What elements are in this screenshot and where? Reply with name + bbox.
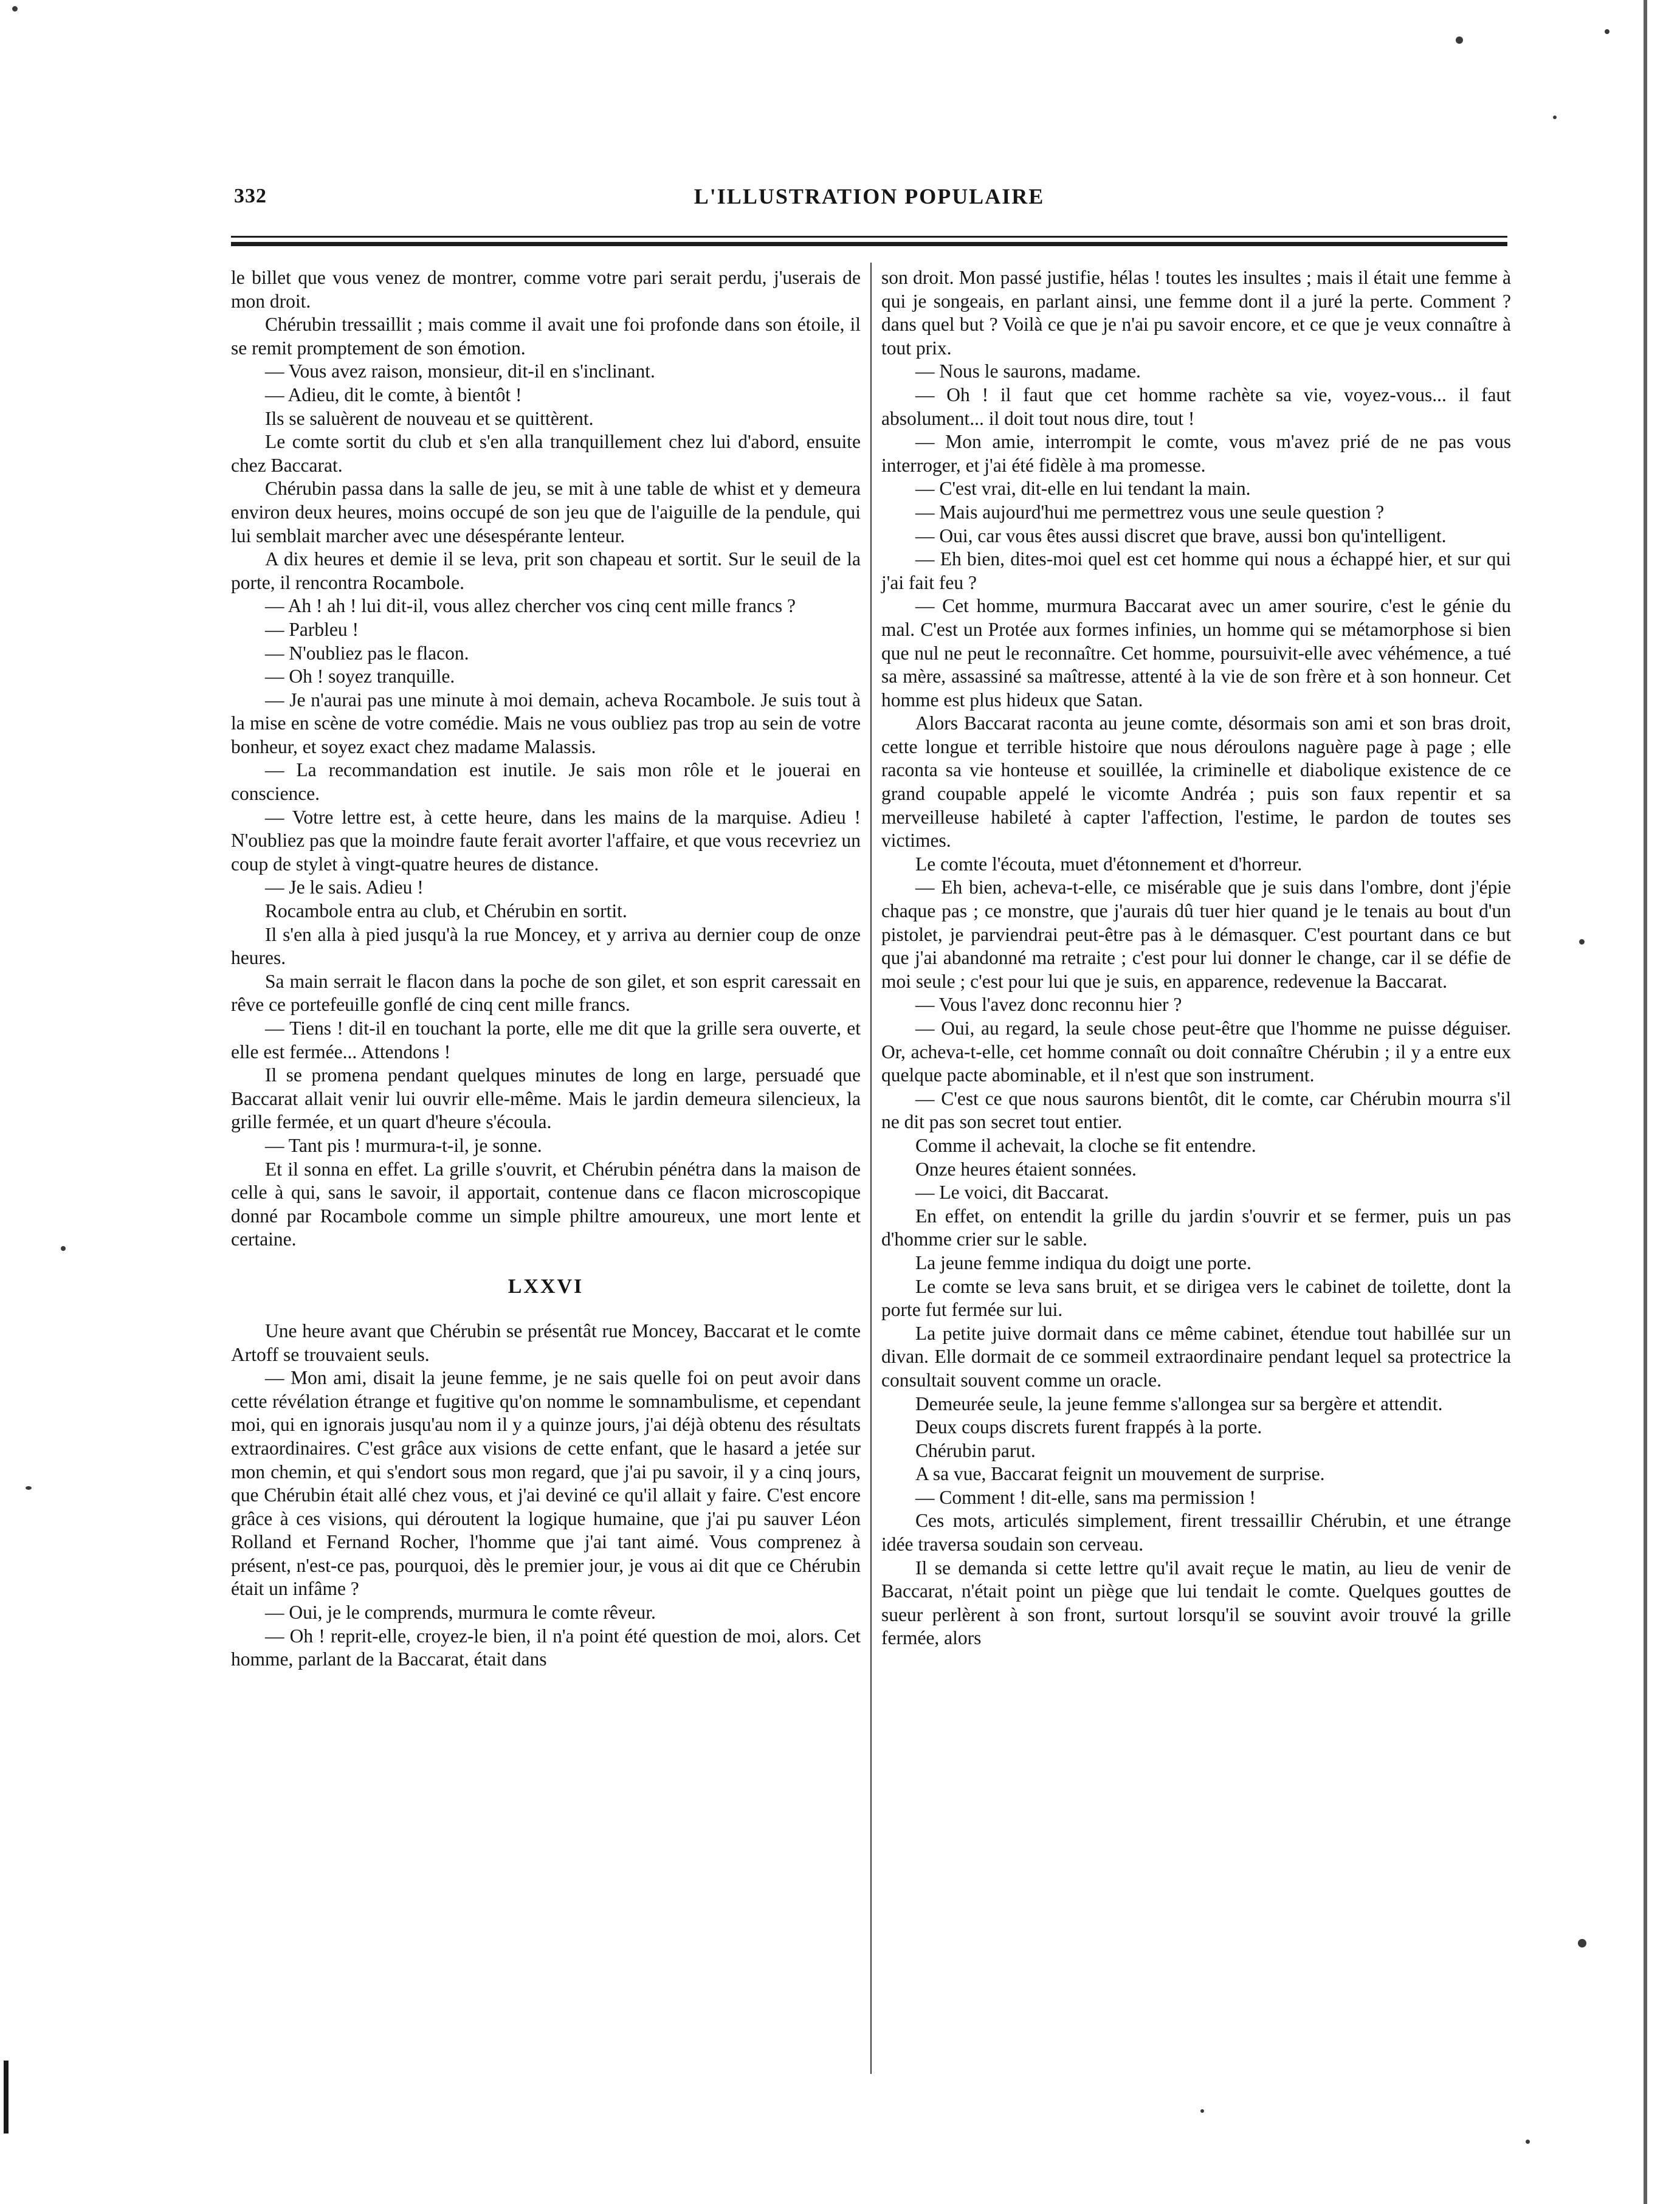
right-column	[881, 266, 1511, 1650]
paragraph: A sa vue, Baccarat feignit un mouvement de surprise.	[915, 1463, 1325, 1485]
paragraph: le billet que vous venez de montrer, comme votre pari serait perdu, j'userais de mon droit.	[231, 267, 861, 312]
paragraph: — Vous l'avez donc reconnu hier ?	[915, 994, 1182, 1016]
paragraph: — Tiens ! dit-il en touchant la porte, elle me dit que la grille sera ouverte, et elle est fermée... Attendons !	[231, 1018, 861, 1062]
paragraph: — Tant pis ! murmura-t-il, je sonne.	[265, 1134, 542, 1156]
paragraph: — Parbleu !	[265, 618, 359, 640]
paragraph: — Mais aujourd'hui me permettrez vous une seule question ?	[915, 501, 1385, 523]
paragraph: Rocambole entra au club, et Chérubin en sortit.	[265, 900, 627, 922]
paragraph: A dix heures et demie il se leva, prit son chapeau et sortit. Sur le seuil de la porte, il rencontra Rocambole.	[231, 548, 861, 593]
paragraph: — Oh ! il faut que cet homme rachète sa vie, voyez-vous... il faut absolument... il doit tout nous dire, tout !	[881, 384, 1511, 429]
paragraph: — Je n'aurai pas une minute à moi demain, acheva Rocambole. Je suis tout à la mise en scène de votre comédie. Mais ne vous oubliez pas trop au sein de votre bonheur, et soyez exact chez madame Malassis.	[231, 689, 861, 757]
paragraph: Il s'en alla à pied jusqu'à la rue Moncey, et y arriva au dernier coup de onze heures.	[231, 923, 861, 969]
paragraph: La jeune femme indiqua du doigt une porte.	[915, 1252, 1251, 1273]
scan-speck	[12, 6, 18, 12]
paragraph: — Nous le saurons, madame.	[915, 360, 1141, 382]
paragraph: Ces mots, articulés simplement, firent tressaillir Chérubin, et une étrange idée traversa soudain son cerveau.	[881, 1510, 1511, 1555]
paragraph: — Votre lettre est, à cette heure, dans les mains de la marquise. Adieu ! N'oubliez pas que la moindre faute ferait avorter l'affaire, et que vous recevriez un coup de stylet à vingt-quatre heures de distance.	[231, 806, 861, 875]
paragraph: Il se promena pendant quelques minutes de long en large, persuadé que Baccarat allait venir lui ouvrir elle-même. Mais le jardin demeura silencieux, la grille fermée, et un quart d'heure s'écoula.	[231, 1064, 861, 1133]
paragraph: Le comte sortit du club et s'en alla tranquillement chez lui d'abord, ensuite chez Baccarat.	[231, 431, 861, 476]
paragraph: Et il sonna en effet. La grille s'ouvrit, et Chérubin pénétra dans la maison de celle à qui, sans le savoir, il apportait, contenue dans ce flacon microscopique donné par Rocambole comme un simple philtre amoureux, une mort lente et certaine.	[231, 1158, 861, 1250]
paragraph: son droit. Mon passé justifie, hélas ! toutes les insultes ; mais il était une femme à qui je songeais, en parlant ainsi, une femme dont il a juré la perte. Comment ? dans quel but ? Voilà ce que je n'ai pu savoir encore, et ce que je veux connaître à tout prix.	[881, 267, 1511, 359]
paragraph: — Cet homme, murmura Baccarat avec un amer sourire, c'est le génie du mal. C'est un Protée aux formes infinies, un homme qui se métamorphose si bien que nul ne peut le reconnaître. Cet homme, poursuivit-elle avec véhémence, a tué sa mère, assassiné sa maîtresse, attenté à la vie de son frère et à son honneur. Cet homme est plus hideux que Satan.	[881, 595, 1511, 711]
paragraph: Chérubin parut.	[915, 1439, 1036, 1461]
paragraph: Sa main serrait le flacon dans la poche de son gilet, et son esprit caressait en rêve ce portefeuille gonflé de cinq cent mille francs.	[231, 970, 861, 1016]
paragraph: Comme il achevait, la cloche se fit entendre.	[915, 1134, 1256, 1156]
paragraph: Le comte se leva sans bruit, et se dirigea vers le cabinet de toilette, dont la porte fut fermée sur lui.	[881, 1275, 1511, 1321]
scan-speck	[26, 1486, 32, 1490]
header-rule-thick	[231, 242, 1507, 246]
column-divider	[870, 263, 872, 2074]
paragraph: — Eh bien, acheva-t-elle, ce misérable que je suis dans l'ombre, dont j'épie chaque pas ; ce monstre, que j'aurais dû tuer hier quand je le tenais au bout d'un pistolet, je parviendrai peut-être pas à le démasquer. C'est pourtant dans ce but que j'ai abandonné ma retraite ; c'est pour lui donner le change, car il se défie de moi seule ; c'est pour lui que je suis, en apparence, redevenue la Baccarat.	[881, 876, 1511, 992]
left-column	[231, 266, 861, 1672]
margin-ink-mark	[4, 2061, 9, 2133]
paragraph: Demeurée seule, la jeune femme s'allongea sur sa bergère et attendit.	[915, 1393, 1443, 1414]
page-header	[234, 180, 1504, 216]
paragraph: — Mon amie, interrompit le comte, vous m'avez prié de ne pas vous interroger, et j'ai été fidèle à ma promesse.	[881, 431, 1511, 476]
paragraph: Chérubin passa dans la salle de jeu, se mit à une table de whist et y demeura environ deux heures, moins occupé de son jeu que de l'aiguille de la pendule, qui lui semblait marcher avec une désespérante lenteur.	[231, 478, 861, 546]
paragraph: Il se demanda si cette lettre qu'il avait reçue le matin, au lieu de venir de Baccarat, n'était point un piège que lui tendait le comte. Quelques gouttes de sueur perlèrent à son front, surtout lorsqu'il se souvint avoir trouvé la grille fermée, alors	[881, 1557, 1511, 1649]
scan-speck	[1456, 36, 1463, 44]
header-rule-thin	[231, 236, 1507, 238]
paragraph: — Mon ami, disait la jeune femme, je ne sais quelle foi on peut avoir dans cette révélation étrange et fugitive qu'on nomme le somnambulisme, et cependant moi, qui en ignorais jusqu'au nom il y a quinze jours, j'ai déjà obtenu des résultats extraordinaires. C'est grâce aux visions de cette enfant, que le hasard a jetée sur mon chemin, et qui s'endort sous mon regard, que j'ai pu savoir, il y a cinq jours, que Chérubin était allé chez vous, et j'ai deviné ce qu'il allait y faire. C'est encore grâce à ces visions, qui déroutent la logique humaine, que j'ai pu sauver Léon Rolland et Fernand Rocher, l'homme que j'ai tant aimé. Vous comprenez à présent, n'est-ce pas, pourquoi, dès le premier jour, je vous ai dit que ce Chérubin était un infâme ?	[231, 1367, 861, 1600]
scan-speck	[1553, 115, 1557, 119]
paragraph: — C'est vrai, dit-elle en lui tendant la main.	[915, 478, 1251, 500]
scan-speck	[1200, 2109, 1204, 2113]
paragraph: — Oui, au regard, la seule chose peut-être que l'homme ne puisse déguiser. Or, acheva-t-elle, cet homme connaît ou doit connaître Chérubin ; il y a entre eux quelque pacte abominable, et il n'est que son instrument.	[881, 1018, 1511, 1086]
paragraph: — Ah ! ah ! lui dit-il, vous allez chercher vos cinq cent mille francs ?	[265, 595, 796, 617]
paragraph: — Adieu, dit le comte, à bientôt !	[265, 384, 522, 405]
paragraph: — Vous avez raison, monsieur, dit-il en s'inclinant.	[265, 360, 655, 382]
paragraph: — Je le sais. Adieu !	[265, 876, 424, 898]
scan-speck	[61, 1246, 66, 1251]
paragraph: Alors Baccarat raconta au jeune comte, désormais son ami et son bras droit, cette longue et terrible histoire que nous déroulons naguère page à page ; elle raconta sa vie honteuse et souillée, la criminelle et diabolique existence de ce grand coupable appelé le vicomte Andréa ; puis son faux repentir et sa merveilleuse habileté à capter l'affection, l'estime, le pardon de toutes ses victimes.	[881, 712, 1511, 852]
left-paragraphs-before	[231, 266, 861, 1252]
paragraph: — Oh ! reprit-elle, croyez-le bien, il n'a point été question de moi, alors. Cet homme, parlant de la Baccarat, était dans	[231, 1625, 861, 1670]
scan-speck	[1526, 2140, 1530, 2144]
paragraph: — Eh bien, dites-moi quel est cet homme qui nous a échappé hier, et sur qui j'ai fait feu ?	[881, 548, 1511, 593]
paragraph: — Oh ! soyez tranquille.	[265, 666, 455, 687]
paragraph: — Oui, car vous êtes aussi discret que brave, aussi bon qu'intelligent.	[915, 525, 1447, 546]
paragraph: En effet, on entendit la grille du jardin s'ouvrir et se fermer, puis un pas d'homme crier sur le sable.	[881, 1205, 1511, 1250]
paragraph: Ils se saluèrent de nouveau et se quittèrent.	[265, 407, 594, 429]
paragraph: — Oui, je le comprends, murmura le comte rêveur.	[265, 1602, 656, 1624]
paragraph: — Le voici, dit Baccarat.	[915, 1182, 1109, 1204]
scan-edge-shadow	[1644, 0, 1647, 2204]
paragraph: — C'est ce que nous saurons bientôt, dit le comte, car Chérubin mourra s'il ne dit pas son secret tout entier.	[881, 1087, 1511, 1133]
paragraph: Onze heures étaient sonnées.	[915, 1158, 1137, 1180]
running-title: L'ILLUSTRATION POPULAIRE	[694, 184, 1045, 208]
paragraph: — La recommandation est inutile. Je sais mon rôle et le jouerai en conscience.	[231, 759, 861, 805]
chapter-heading: LXXVI	[508, 1275, 584, 1298]
scan-speck	[1578, 1939, 1586, 1947]
scan-speck	[1605, 29, 1609, 34]
paragraph: La petite juive dormait dans ce même cabinet, étendue tout habillée sur un divan. Elle dormait de ce sommeil extraordinaire pendant lequel sa protectrice la consultait souvent comme un oracle.	[881, 1322, 1511, 1391]
paragraph: Chérubin tressaillit ; mais comme il avait une foi profonde dans son étoile, il se remit promptement de son émotion.	[231, 314, 861, 359]
paragraph: — N'oubliez pas le flacon.	[265, 642, 469, 664]
paragraph: Deux coups discrets furent frappés à la porte.	[915, 1416, 1262, 1438]
page-number: 332	[234, 185, 267, 207]
scan-speck	[1579, 939, 1585, 945]
left-paragraphs-after	[231, 1320, 861, 1672]
paragraph: — Comment ! dit-elle, sans ma permission !	[915, 1486, 1256, 1508]
paragraph: Le comte l'écouta, muet d'étonnement et d'horreur.	[915, 853, 1303, 875]
paragraph: Une heure avant que Chérubin se présentât rue Moncey, Baccarat et le comte Artoff se trouvaient seuls.	[231, 1320, 861, 1365]
